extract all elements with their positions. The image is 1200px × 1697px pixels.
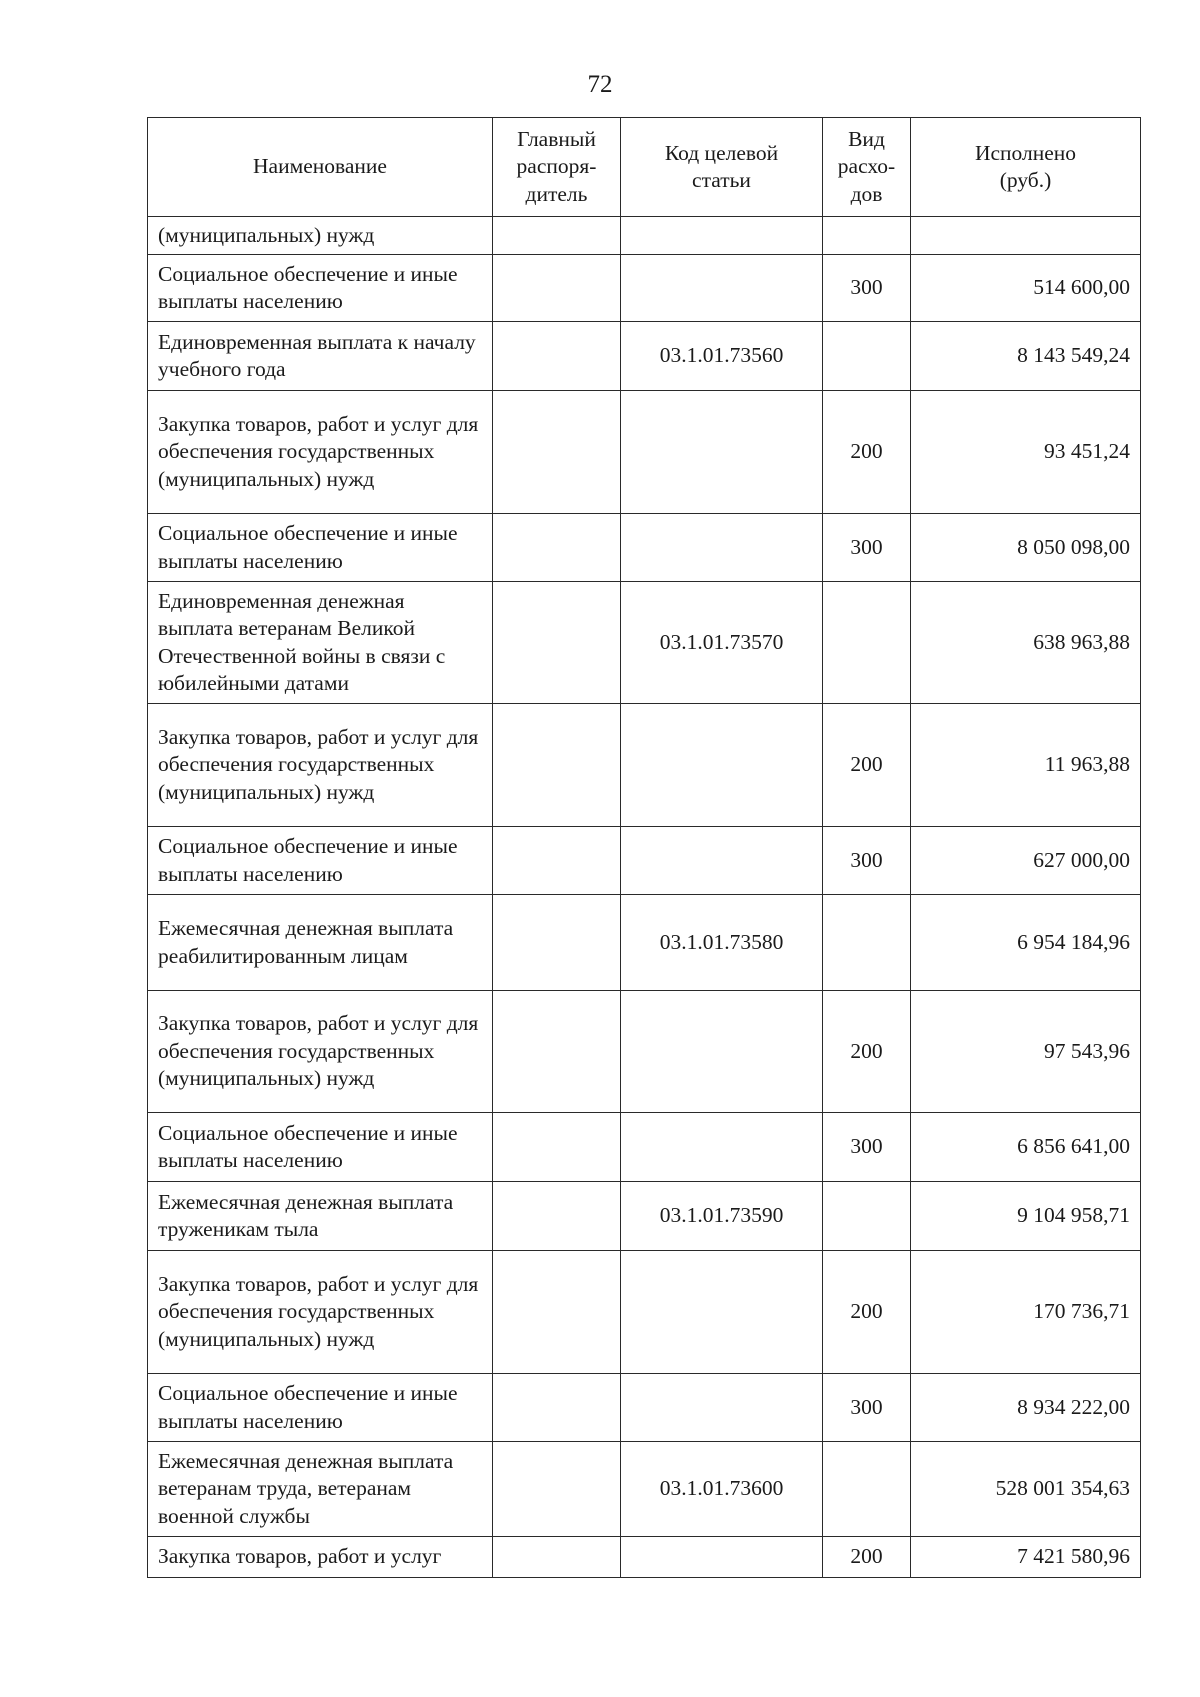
row-type bbox=[823, 582, 911, 704]
row-name: Социальное обеспечение и иные выплаты населению bbox=[148, 1374, 493, 1442]
header-name: Наименование bbox=[148, 118, 493, 217]
header-type: Вид расхо- дов bbox=[823, 118, 911, 217]
row-type: 300 bbox=[823, 1113, 911, 1182]
table-row bbox=[148, 704, 1141, 827]
row-amount: 6 954 184,96 bbox=[911, 895, 1141, 991]
row-type bbox=[823, 895, 911, 991]
row-amount: 8 050 098,00 bbox=[911, 514, 1141, 582]
table-row bbox=[148, 217, 1141, 255]
row-manager bbox=[493, 1374, 621, 1442]
row-type: 200 bbox=[823, 1537, 911, 1578]
row-name: Закупка товаров, работ и услуг для обеспечения государственных (муниципальных) нужд bbox=[148, 991, 493, 1113]
row-code bbox=[621, 514, 823, 582]
row-code: 03.1.01.73560 bbox=[621, 322, 823, 391]
row-name: Закупка товаров, работ и услуг для обеспечения государственных (муниципальных) нужд bbox=[148, 1251, 493, 1374]
table-row bbox=[148, 582, 1141, 704]
row-type: 200 bbox=[823, 391, 911, 514]
row-amount: 170 736,71 bbox=[911, 1251, 1141, 1374]
budget-execution-table bbox=[147, 117, 1141, 1578]
row-amount: 528 001 354,63 bbox=[911, 1442, 1141, 1537]
row-manager bbox=[493, 895, 621, 991]
row-code bbox=[621, 217, 823, 255]
row-type bbox=[823, 217, 911, 255]
table-body bbox=[148, 217, 1141, 1578]
row-name: Ежемесячная денежная выплата ветеранам труда, ветеранам военной службы bbox=[148, 1442, 493, 1537]
row-code bbox=[621, 1113, 823, 1182]
table-row bbox=[148, 255, 1141, 322]
row-type: 300 bbox=[823, 514, 911, 582]
row-type: 200 bbox=[823, 991, 911, 1113]
row-code: 03.1.01.73600 bbox=[621, 1442, 823, 1537]
row-code: 03.1.01.73580 bbox=[621, 895, 823, 991]
row-name: Закупка товаров, работ и услуг для обеспечения государственных (муниципальных) нужд bbox=[148, 391, 493, 514]
row-manager bbox=[493, 322, 621, 391]
row-amount: 8 934 222,00 bbox=[911, 1374, 1141, 1442]
row-amount: 9 104 958,71 bbox=[911, 1182, 1141, 1251]
row-manager bbox=[493, 514, 621, 582]
row-manager bbox=[493, 217, 621, 255]
row-type: 200 bbox=[823, 704, 911, 827]
row-manager bbox=[493, 1442, 621, 1537]
row-amount: 93 451,24 bbox=[911, 391, 1141, 514]
page-number: 72 bbox=[587, 71, 613, 98]
table-row bbox=[148, 1374, 1141, 1442]
row-code: 03.1.01.73590 bbox=[621, 1182, 823, 1251]
row-manager bbox=[493, 1251, 621, 1374]
row-amount: 8 143 549,24 bbox=[911, 322, 1141, 391]
row-type: 300 bbox=[823, 827, 911, 895]
row-amount: 11 963,88 bbox=[911, 704, 1141, 827]
row-type: 200 bbox=[823, 1251, 911, 1374]
row-manager bbox=[493, 1182, 621, 1251]
row-type bbox=[823, 1182, 911, 1251]
row-manager bbox=[493, 827, 621, 895]
header-executed: Исполнено (руб.) bbox=[911, 118, 1141, 217]
row-code: 03.1.01.73570 bbox=[621, 582, 823, 704]
row-type: 300 bbox=[823, 1374, 911, 1442]
row-code bbox=[621, 1537, 823, 1578]
table-row bbox=[148, 1537, 1141, 1578]
row-type: 300 bbox=[823, 255, 911, 322]
row-amount: 638 963,88 bbox=[911, 582, 1141, 704]
row-type bbox=[823, 1442, 911, 1537]
row-code bbox=[621, 391, 823, 514]
table-header bbox=[148, 118, 1141, 217]
row-name: Единовременная денежная выплата ветеранам Великой Отечественной войны в связи с юбилейными датами bbox=[148, 582, 493, 704]
row-name: Социальное обеспечение и иные выплаты населению bbox=[148, 514, 493, 582]
row-amount: 6 856 641,00 bbox=[911, 1113, 1141, 1182]
row-amount: 514 600,00 bbox=[911, 255, 1141, 322]
row-code bbox=[621, 991, 823, 1113]
row-manager bbox=[493, 704, 621, 827]
row-manager bbox=[493, 582, 621, 704]
row-code bbox=[621, 704, 823, 827]
row-code bbox=[621, 827, 823, 895]
row-name: (муниципальных) нужд bbox=[148, 217, 493, 255]
row-code bbox=[621, 1374, 823, 1442]
header-row bbox=[148, 118, 1141, 217]
table-row bbox=[148, 1113, 1141, 1182]
row-manager bbox=[493, 1537, 621, 1578]
row-type bbox=[823, 322, 911, 391]
row-amount: 97 543,96 bbox=[911, 991, 1141, 1113]
table-row bbox=[148, 991, 1141, 1113]
row-manager bbox=[493, 991, 621, 1113]
row-name: Социальное обеспечение и иные выплаты населению bbox=[148, 827, 493, 895]
row-amount bbox=[911, 217, 1141, 255]
row-amount: 627 000,00 bbox=[911, 827, 1141, 895]
row-manager bbox=[493, 391, 621, 514]
header-manager: Главный распоря- дитель bbox=[493, 118, 621, 217]
table-row bbox=[148, 514, 1141, 582]
table-row bbox=[148, 827, 1141, 895]
row-amount: 7 421 580,96 bbox=[911, 1537, 1141, 1578]
row-name: Ежемесячная денежная выплата труженикам тыла bbox=[148, 1182, 493, 1251]
row-name: Единовременная выплата к началу учебного года bbox=[148, 322, 493, 391]
row-name: Социальное обеспечение и иные выплаты населению bbox=[148, 1113, 493, 1182]
row-manager bbox=[493, 1113, 621, 1182]
row-manager bbox=[493, 255, 621, 322]
table-row bbox=[148, 322, 1141, 391]
table-row bbox=[148, 1182, 1141, 1251]
row-code bbox=[621, 1251, 823, 1374]
table-row bbox=[148, 895, 1141, 991]
row-name: Социальное обеспечение и иные выплаты населению bbox=[148, 255, 493, 322]
table-row bbox=[148, 1442, 1141, 1537]
row-name: Закупка товаров, работ и услуг bbox=[148, 1537, 493, 1578]
row-name: Закупка товаров, работ и услуг для обеспечения государственных (муниципальных) нужд bbox=[148, 704, 493, 827]
header-code: Код целевой статьи bbox=[621, 118, 823, 217]
row-code bbox=[621, 255, 823, 322]
table-row bbox=[148, 1251, 1141, 1374]
row-name: Ежемесячная денежная выплата реабилитированным лицам bbox=[148, 895, 493, 991]
table-row bbox=[148, 391, 1141, 514]
